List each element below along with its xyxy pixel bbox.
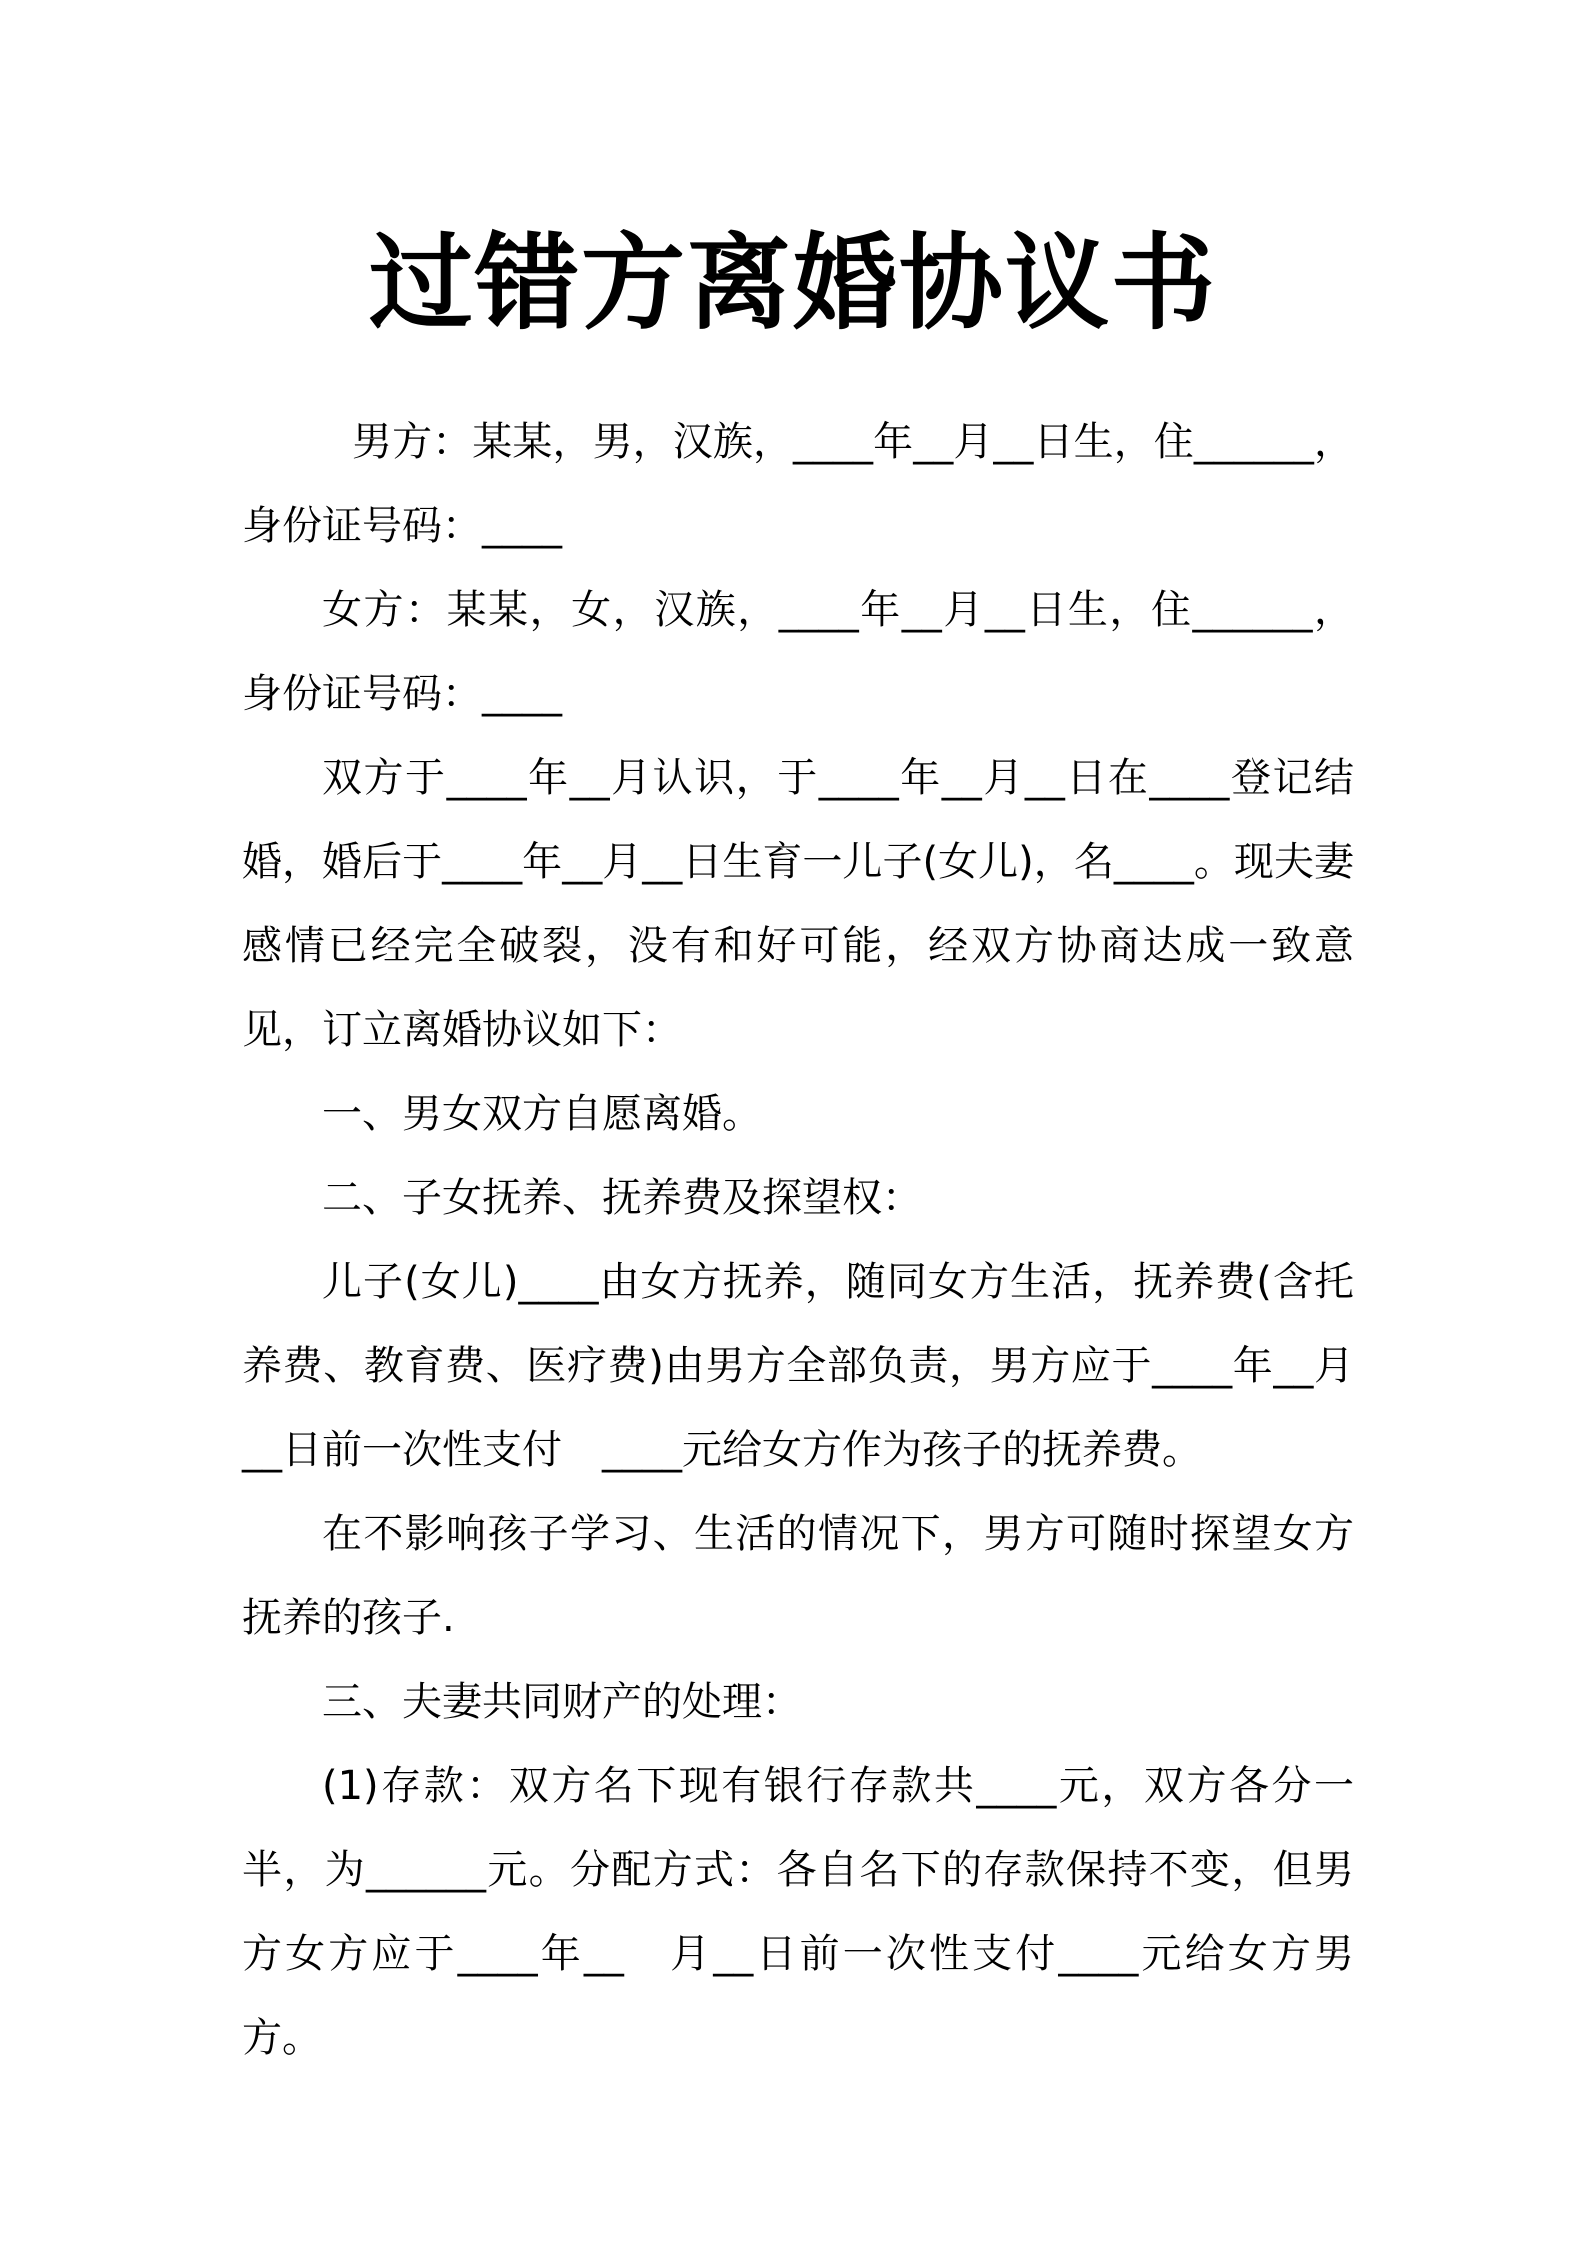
document-body bbox=[242, 400, 1354, 2080]
clause-three-heading: 三、夫妻共同财产的处理： bbox=[322, 1679, 802, 1725]
visitation-paragraph: 在不影响孩子学习、生活的情况下，男方可随时探望女方抚养的孩子. bbox=[242, 1511, 1354, 1641]
clause-two-heading: 二、子女抚养、抚养费及探望权： bbox=[322, 1175, 922, 1221]
marriage-background-paragraph: 双方于____年__月认识，于____年__月__日在____登记结婚，婚后于____年__月__日生育一儿子(女儿)，名____。现夫妻感情已经完全破裂，没有和好可能，经双方协商达成一致意见，订立离婚协议如下： bbox=[242, 755, 1354, 1053]
child-custody-paragraph: 儿子(女儿)____由女方抚养，随同女方生活，抚养费(含托养费、教育费、医疗费)由男方全部负责，男方应于____年__月__日前一次性支付 ____元给女方作为孩子的抚养费。 bbox=[242, 1259, 1354, 1473]
savings-paragraph: (1)存款：双方名下现有银行存款共____元，双方各分一半，为______元。分配方式：各自名下的存款保持不变，但男方女方应于____年__ 月__日前一次性支付____元给女方男方。 bbox=[242, 1763, 1354, 2061]
husband-info-paragraph: 男方：某某，男，汉族，____年__月__日生，住______，身份证号码：____ bbox=[242, 419, 1354, 549]
document-title: 过错方离婚协议书 bbox=[368, 222, 1217, 344]
wife-info-paragraph: 女方：某某，女，汉族，____年__月__日生，住______，身份证号码：____ bbox=[242, 587, 1354, 717]
clause-one-heading: 一、男女双方自愿离婚。 bbox=[322, 1091, 762, 1137]
